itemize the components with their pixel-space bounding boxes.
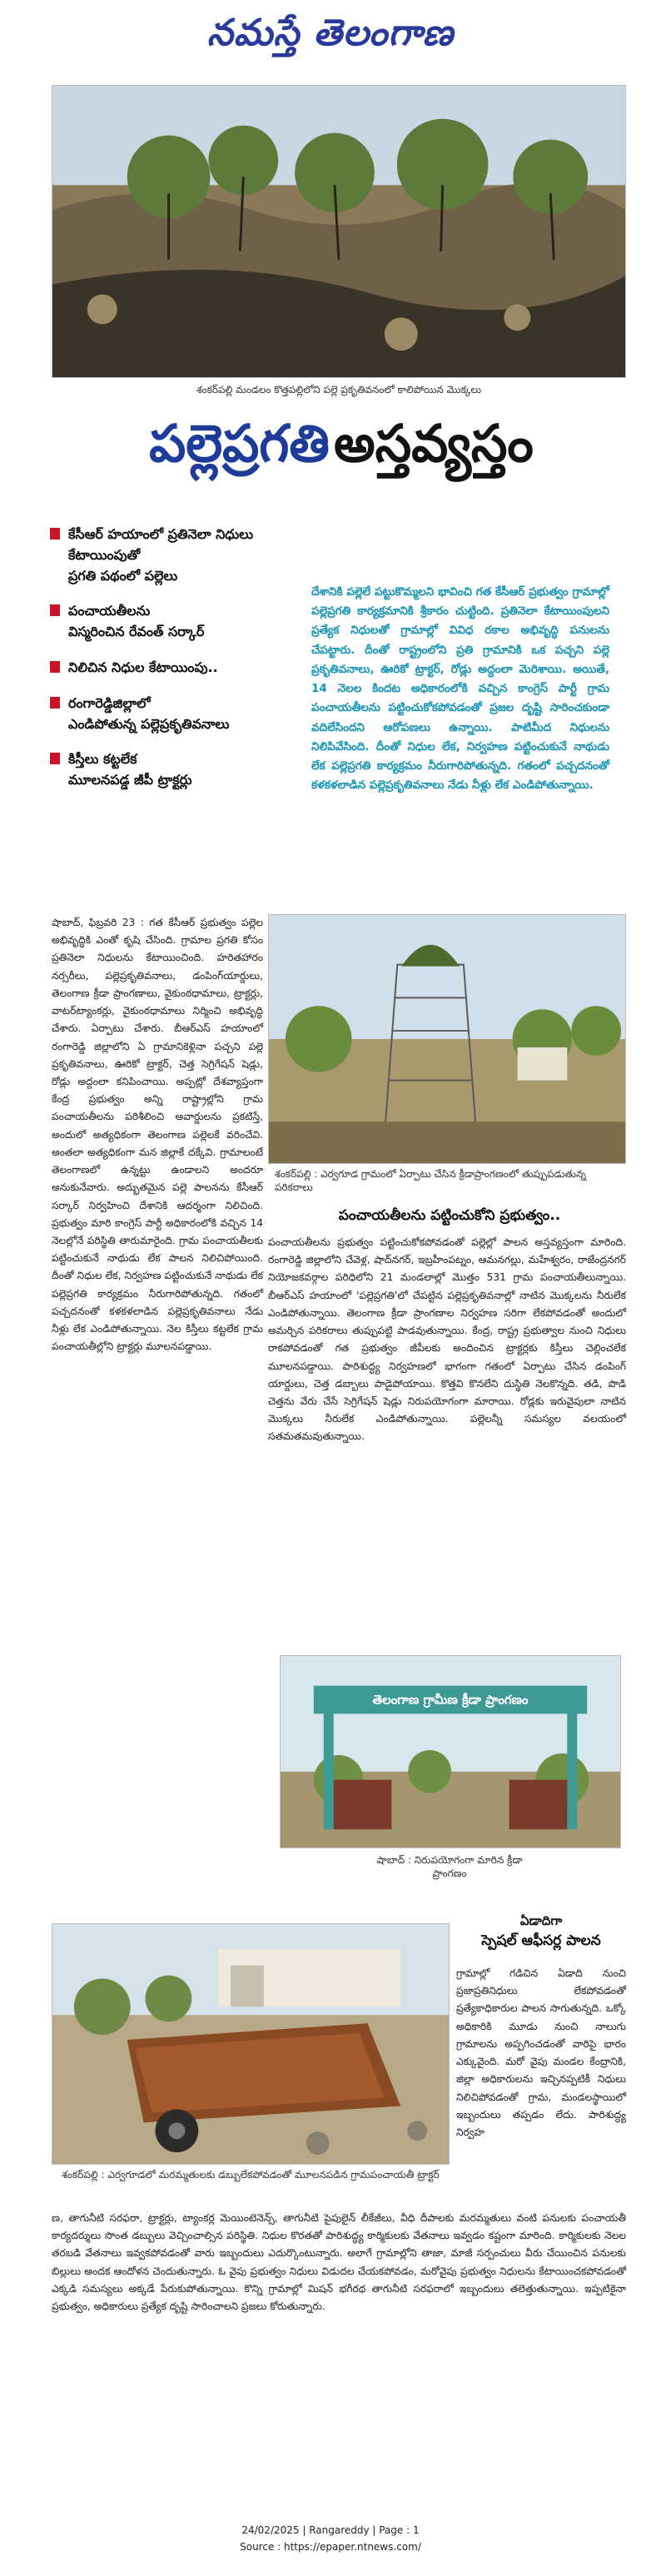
masthead <box>0 0 661 67</box>
gate-arch-text: తెలంగాణ గ్రామీణ క్రీడా ప్రాంగణం <box>372 1692 529 1708</box>
tractor-photo <box>52 1923 450 2165</box>
mid-subhead: పంచాయతీలను పట్టించుకోని ప్రభుత్వం.. <box>338 1207 561 1224</box>
key-point <box>50 749 291 791</box>
key-point-line: మూలనపడ్డ జీపీ ట్రాక్టర్లు <box>68 772 192 788</box>
gate-photo <box>280 1655 621 1848</box>
intro-text: దేశానికి పల్లెలే పట్టుకొమ్మలని భావించి గత కేసీఆర్ ప్రభుత్వం గ్రామాల్లో పల్లెప్రగతి కార్యక్రమానికి శ్రీకారం చుట్టింది. ప్రతినెలా కేటాయింపులని ప్రత్యేక నిధులతో గ్రామాల్లో వివిధ రకాల అభివృద్ధి పనులను చేపట్టారు. దీంతో రాష్ట్రంలోని ప్రతి గ్రామానికి ఒక పచ్చని పల్లె ప్రకృతివనాలు, ఊరికో ట్రాక్టర్, రోడ్లు అద్దంలా మెరిశాయి. అయితే, 14 నెలల కిందట అధికారంలోకి వచ్చిన కాంగ్రెస్ పార్టీ గ్రామ పంచాయతీలను పట్టించుకోకపోవడంతో ప్రజల దృష్టి సారించకుండా వదిలేసిందని ఆరోపణలు ఉన్నాయి. పాటిమీద నిధులను నిలిపివేసింది. దీంతో నిధుల లేక, నిర్వహణ పట్టించుకునే నాథుడు లేక పల్లెప్రగతి కార్యక్రమం నీరుగారిపోతున్నది. గతంలో పచ్చదనంతో కళకళలాడిన పల్లెప్రకృతివనాలు నేడు నీళ్లు లేక ఎండిపోతున్నాయి. <box>311 585 609 793</box>
masthead-title: నమస్తే తెలంగాణ <box>206 12 455 54</box>
tower-photo <box>268 914 626 1164</box>
key-point-line: ఎండిపోతున్న పల్లెప్రకృతివనాలు <box>68 715 230 732</box>
key-point-line: రంగారెడ్డిజిల్లాలో <box>68 694 151 711</box>
mid-text: పంచాయతీలను ప్రభుత్వం పట్టించుకోకపోవడంతో పల్లెల్లో పాలన అస్తవ్యస్తంగా మారింది. రంగారెడ్డి జిల్లాలోని చేవెళ్ల, షాద్‌నగర్, ఇబ్రహీంపట్నం, ఆమనగల్లు, మహేశ్వరం, రాజేంద్రనగర్ నియోజకవర్గాల పరిధిలోని 21 మండలాల్లో మొత్తం 531 గ్రామ పంచాయతీలున్నాయి. బీఆర్‌ఎస్ హయాంలో 'పల్లెప్రగతి'లో చేపట్టిన పల్లెప్రకృతివనాల్లో నాటిన మొక్కలను నీరులేక ఎండిపోతున్నాయి. తెలంగాణ క్రీడా ప్రాంగణాల నిర్వహణ సరిగా లేకపోవడంతో అందులో అమర్చిన పరికరాలు తుప్పుపట్టి పాడవుతున్నాయి. కేంద్ర, రాష్ట్ర ప్రభుత్వాల నుంచి నిధులు రాకపోవడంతో గత ప్రభుత్వం జీపీలకు అందించిన ట్రాక్టర్లకు కిస్తీలు చెల్లించలేక మూలనపడ్డాయి. పారిశుద్ధ్య నిర్వహణలో భాగంగా గతంలో ఏర్పాటు చేసిన డంపింగ్ యార్డులు, చెత్త డబ్బాలు పాడైపోయాయి. కొత్తవి కొనలేని దుస్థితి నెలకొన్నది. తడి, పొడి చెత్తను వేరు చేసే సెగ్రిగేషన్ షెడ్లు నిరుపయోగంగా మారాయి. రోడ్లకు ఇరువైపులా నాటిన మొక్కలు నీరులేక ఎండిపోతున్నాయి. పల్లెలన్నీ సమస్యల వలయంలో సతమతమవుతున్నాయి. <box>268 1236 626 1443</box>
gate-photo-caption: షాబాద్ : నిరుపయోగంగా మారిన క్రీడా ప్రాంగణం <box>376 1854 523 1880</box>
key-point-line: కేసీఆర్ హయాంలో ప్రతినెలా నిధులు కేటాయింపుతో <box>68 526 254 563</box>
key-points <box>50 525 291 806</box>
headline-part1: పల్లెప్రగతి <box>149 413 330 474</box>
key-point <box>50 525 291 586</box>
tractor-photo-caption: శంకర్‌పల్లి : ఎర్వగూడలో మరమ్మతులకు డబ్బులేకపోవడంతో మూలనపడిన గ్రామపంచాయతీ ట్రాక్టర్ <box>62 2169 440 2181</box>
key-point <box>50 601 291 643</box>
left-column-text: షాబాద్, ఫిబ్రవరి 23 : గత కేసీఆర్ ప్రభుత్వం పల్లెల అభివృద్ధికి ఎంతో కృషి చేసింది. గ్రామాల ప్రగతి కోసం ప్రతినెలా నిధులను కేటాయించింది. హరితహారం నర్సరీలు, పల్లెప్రకృతివనాలు, డంపింగ్‌యార్డులు, తెలంగాణ క్రీడా ప్రాంగణాలు, వైకుంఠధామాలు, ట్రాక్టర్లు, వాటర్‌ట్యాంకర్లు, వైకుంఠధామాలు నిర్మించి అభివృద్ధి చేశారు. ఏర్పాటు చేశారు. బీఆర్‌ఎస్ హయాంలో రంగారెడ్డి జిల్లాలోని ఏ గ్రామానికెళ్లినా పచ్చని పల్లె ప్రకృతివనాలు, ఊరికో ట్రాక్టర్, చెత్త సెగ్రిగేషన్ షెడ్లు, రోడ్లు అద్దంలా కనిపించాయి. అప్పట్లో దేశవ్యాప్తంగా కేంద్ర ప్రభుత్వం అన్ని రాష్ట్రాల్లోని గ్రామ పంచాయతీలను పరిశీలించి అవార్డులను ప్రకటిస్తే, అందులో అత్యధికంగా తెలంగాణ పల్లెలకే వరించేవి. అంతలా అత్యధికంగా మన జిల్లాకే దక్కేవి. గ్రామాలంటే తెలంగాణలో ఉన్నట్టు ఉండాలని అందరూ అనుకునేవారు. అద్భుతమైన పల్లె పాలనను కేసీఆర్ సర్కార్ నిర్వహించి దేశానికి ఆదర్శంగా నిలిచింది. ప్రభుత్వం మారి కాంగ్రెస్ పార్టీ అధికారంలోకి వచ్చిన 14 నెలల్లోనే పరిస్థితి తారుమారైంది. గ్రామ పంచాయతీలకు పట్టించుకునే నాథుడు లేక పాలన నిలిచిపోయింది. దీంతో నిధుల లేక, నిర్వహణ పట్టించుకునే నాథుడు లేక పల్లెప్రగతి కార్యక్రమం నీరుగారిపోతున్నది. గతంలో పచ్చదనంతో కళకళలాడిన పల్లెప్రకృతివనాలు నేడు నీళ్లు లేక ఎండిపోతున్నాయి. నెల కిస్తీలు కట్టలేక గ్రామ పంచాయతీల్లోని ట్రాక్టర్లు మూలనపడ్డాయి. <box>52 917 263 1353</box>
right-subhead-line2: స్పెషల్ ఆఫీసర్ల పాలన <box>481 1932 601 1949</box>
bullet-marker-icon <box>50 661 60 673</box>
key-point-line: నిలిచిన నిధుల కేటాయింపు.. <box>68 659 218 675</box>
bullet-marker-icon <box>50 528 60 540</box>
headline <box>50 406 633 481</box>
key-point-line: విస్మరించిన రేవంత్ సర్కార్ <box>68 624 205 640</box>
key-point-line: కిస్తీలు కట్టలేక <box>68 751 137 768</box>
intro-box <box>305 573 616 908</box>
footer-line1: 24/02/2025 | Rangareddy | Page : 1 <box>241 2524 420 2536</box>
tower-photo-caption: శంకర్‌పల్లి : ఎర్వగూడ గ్రామంలో ఏర్పాటు చేసిన క్రీడాప్రాంగణంలో తుప్పుపడుతున్న పరికరాలు <box>275 1168 587 1194</box>
key-point-line: ప్రగతి పథంలో పల్లెలు <box>68 567 178 584</box>
key-point <box>50 658 291 679</box>
right-text: గ్రామాల్లో గడిచిన ఏడాది నుంచి ప్రజాప్రతినిధులు లేకపోవడంతో ప్రత్యేకాధికారుల పాలన సాగుతున్నది. ఒక్కో అధికారికి మూడు నుంచి నాలుగు గ్రామాలను అప్పగించడంతో వారిపై భారం ఎక్కువైంది. మరో వైపు మండల కేంద్రానికి, జిల్లా అధికారులను ఇచ్చినప్పటికీ నిధులు నిలిచిపోవడంతో గ్రామ, మండలస్థాయిలో ఇబ్బందులు తప్పడం లేదు. పారిశుద్ధ్య నిర్వహ <box>456 1967 626 2138</box>
top-photo-caption: శంకర్‌పల్లి మండలం కొత్తపల్లిలోని పల్లె ప్రకృతివనంలో కాలిపోయిన మొక్కలు <box>196 384 482 395</box>
bottom-text: ణ, తాగునీటి సరఫరా, ట్రాక్టర్లు, ట్యాంకర్ల మెయింటెనెన్స్, తాగునీటి పైపులైన్ లీకేజీలు, వీధి దీపాలకు మరమ్మతులు వంటి పనులకు పంచాయతీ కార్యదర్శులు సొంత డబ్బులు వెచ్చించాల్సిన పరిస్థితి. నిధుల కొరతతో పారిశుద్ధ్య కార్మికులకు వేతనాలు ఇవ్వడం కష్టంగా మారింది. కార్మికులకు నెలల తరబడి వేతనాలు ఇవ్వకపోవడంతో వారు ఇబ్బందులు ఎదుర్కొంటున్నారు. అలాగే గ్రామాల్లోని తాజా, మాజీ సర్పంచులు వీరు చేయించిన పనులకు బిల్లులు అందక ఆందోళన చెందుతున్నారు. ఓ వైపు ప్రభుత్వం నిధులు విడుదల చేయకపోవడం, మరోవైపు ప్రభుత్వం నిధులను కేటాయించకపోవడంతో ఎక్కడి సమస్యలు అక్కడే పేరుకుపోతున్నాయి. కొన్ని గ్రామాల్లో మిషన్ భగీరథ తాగునీటి సరఫరాలో ఇబ్బందులు తలెత్తుతున్నాయి. ఇప్పటికైనా ప్రభుత్వం, అధికారులు ప్రత్యేక దృష్టి సారించాలని ప్రజలు కోరుతున్నారు. <box>52 2212 626 2313</box>
headline-part2: అస్తవ్యస్తం <box>333 413 534 474</box>
key-point <box>50 694 291 735</box>
footer-source[interactable]: Source : https://epaper.ntnews.com/ <box>240 2541 421 2553</box>
key-point-line: పంచాయతీలను <box>68 603 151 619</box>
bullet-marker-icon <box>50 753 60 764</box>
top-photo <box>52 85 626 378</box>
right-subhead <box>456 1912 626 1952</box>
right-subhead-line1: ఏడాదిగా <box>519 1913 563 1928</box>
bullet-marker-icon <box>50 604 60 616</box>
bullet-marker-icon <box>50 697 60 709</box>
